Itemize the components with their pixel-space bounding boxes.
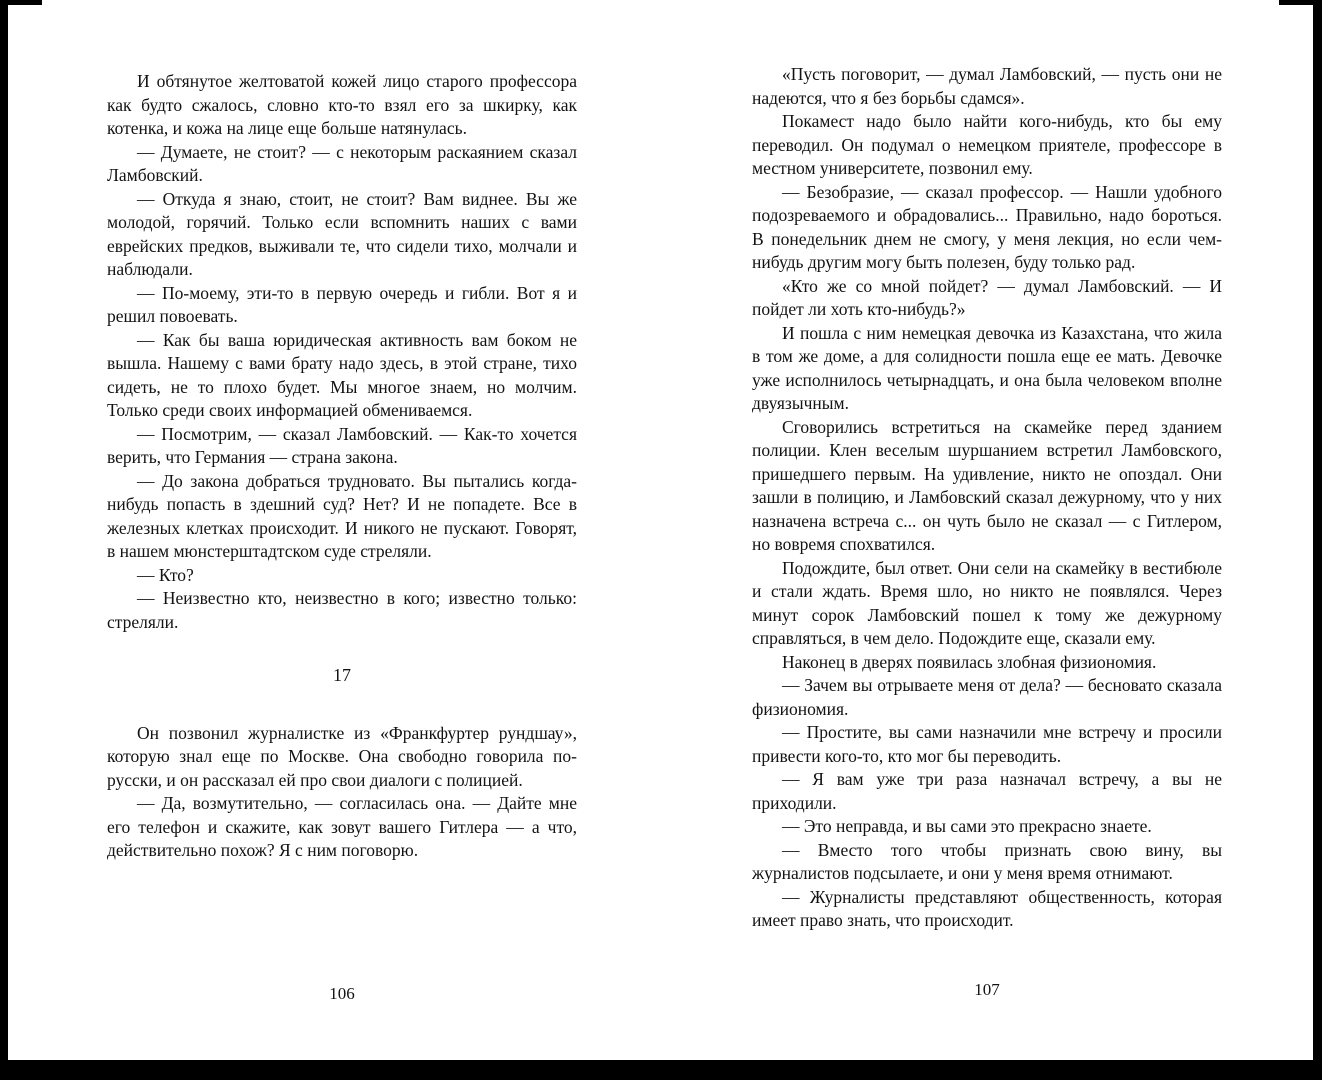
- scan-edge-bottom: [0, 1060, 1322, 1080]
- page-number-right: 107: [974, 980, 1000, 999]
- paragraph: «Пусть поговорит, — думал Ламбовский, — пусть они не надеются, что я без борьбы сдамся».: [752, 64, 1222, 108]
- page-left: [107, 70, 577, 970]
- page-right: [752, 63, 1222, 993]
- paragraph: Сговорились встретиться на скамейке перед зданием полиции. Клен веселым шуршанием встретил Ламбовского, пришедшего первым. На удивление, никто не опоздал. Они зашли в полицию, и Ламбовский сказал дежурному, что у них назначена встреча с... он чуть было не сказал — с Гитлером, но вовремя спохватился.: [752, 416, 1222, 554]
- paragraph: — Вместо того чтобы признать свою вину, вы журналистов подсылаете, и они у меня время отнимают.: [752, 839, 1222, 883]
- paragraph: — Журналисты представляют общественность, которая имеет право знать, что происходит.: [752, 886, 1222, 930]
- scan-edge-top-right: [1279, 0, 1313, 5]
- paragraph: — Неизвестно кто, неизвестно в кого; известно только: стреляли.: [107, 588, 577, 632]
- paragraph: Он позвонил журналистке из «Франкфуртер рундшау», которую знал еще по Москве. Она свободно говорила по-русски, и он рассказал ей про свои диалоги с полицией.: [107, 722, 577, 790]
- paragraph: — Я вам уже три раза назначал встречу, а вы не приходили.: [752, 769, 1222, 813]
- paragraph: — Откуда я знаю, стоит, не стоит? Вам виднее. Вы же молодой, горячий. Только если вспомнить наших с вами еврейских предков, выживали те, что сидели тихо, молчали и наблюдали.: [107, 188, 577, 279]
- paragraph: — До закона добраться трудновато. Вы пытались когда-нибудь попасть в здешний суд? Нет? И не попадете. Все в железных клетках происходит. И никого не пускают. Говорят, в нашем мюнстерштадтском суде стреляли.: [107, 470, 577, 561]
- paragraph: И пошла с ним немецкая девочка из Казахстана, что жила в том же доме, а для солидности пошла еще ее мать. Девочке уже исполнилось четырнадцать, и она была человеком вполне двуязычным.: [752, 322, 1222, 413]
- paragraph: — Посмотрим, — сказал Ламбовский. — Как-то хочется верить, что Германия — страна закона.: [107, 423, 577, 467]
- paragraph: И обтянутое желтоватой кожей лицо старого профессора как будто сжалось, словно кто-то взял его за шкирку, как котенка, и кожа на лице еще больше натянулась.: [107, 71, 577, 138]
- paragraph: — Кто?: [137, 564, 194, 585]
- paragraph: — Как бы ваша юридическая активность вам боком не вышла. Нашему с вами брату надо здесь, в этой стране, тихо сидеть, не то плохо будет. Мы многое знаем, но молчим. Только среди своих информацией обмениваемся.: [107, 329, 577, 420]
- paragraph: — Зачем вы отрываете меня от дела? — бесновато сказала физиономия.: [752, 675, 1222, 719]
- paragraph: — Да, возмутительно, — согласилась она. — Дайте мне его телефон и скажите, как зовут вашего Гитлера — а что, действительно похож? Я с ним поговорю.: [107, 793, 577, 860]
- paragraph: — Думаете, не стоит? — с некоторым раскаянием сказал Ламбовский.: [107, 141, 577, 185]
- paragraph: — Это неправда, и вы сами это прекрасно знаете.: [782, 816, 1152, 836]
- paragraph: Наконец в дверях появилась злобная физиономия.: [782, 651, 1157, 672]
- paragraph: Покамест надо было найти кого-нибудь, кто бы ему переводил. Он подумал о немецком приятеле, профессоре в местном университете, позвонил ему.: [752, 111, 1222, 178]
- page-number-left: 106: [329, 984, 355, 1003]
- section-heading: 17: [333, 665, 351, 685]
- paragraph: — Простите, вы сами назначили мне встречу и просили привести кого-то, кто мог бы переводить.: [752, 722, 1222, 766]
- scan-edge-right: [1313, 0, 1322, 1080]
- paragraph: «Кто же со мной пойдет? — думал Ламбовский. — И пойдет ли хоть кто-нибудь?»: [752, 275, 1222, 319]
- paragraph: Подождите, был ответ. Они сели на скамейку в вестибюле и стали ждать. Время шло, но никто не появлялся. Через минут сорок Ламбовский пошел к тому же дежурному справляться, в чем дело. Подождите еще, сказали ему.: [752, 557, 1222, 648]
- paragraph: — Безобразие, — сказал профессор. — Нашли удобного подозреваемого и обрадовались... Правильно, надо бороться. В понедельник днем не смогу, у меня лекция, но если чем-нибудь другим могу быть полезен, буду только рад.: [752, 181, 1222, 272]
- scan-edge-left: [0, 0, 8, 1080]
- scan-edge-top-left: [8, 0, 42, 5]
- paragraph: — По-моему, эти-то в первую очередь и гибли. Вот я и решил повоевать.: [107, 282, 577, 326]
